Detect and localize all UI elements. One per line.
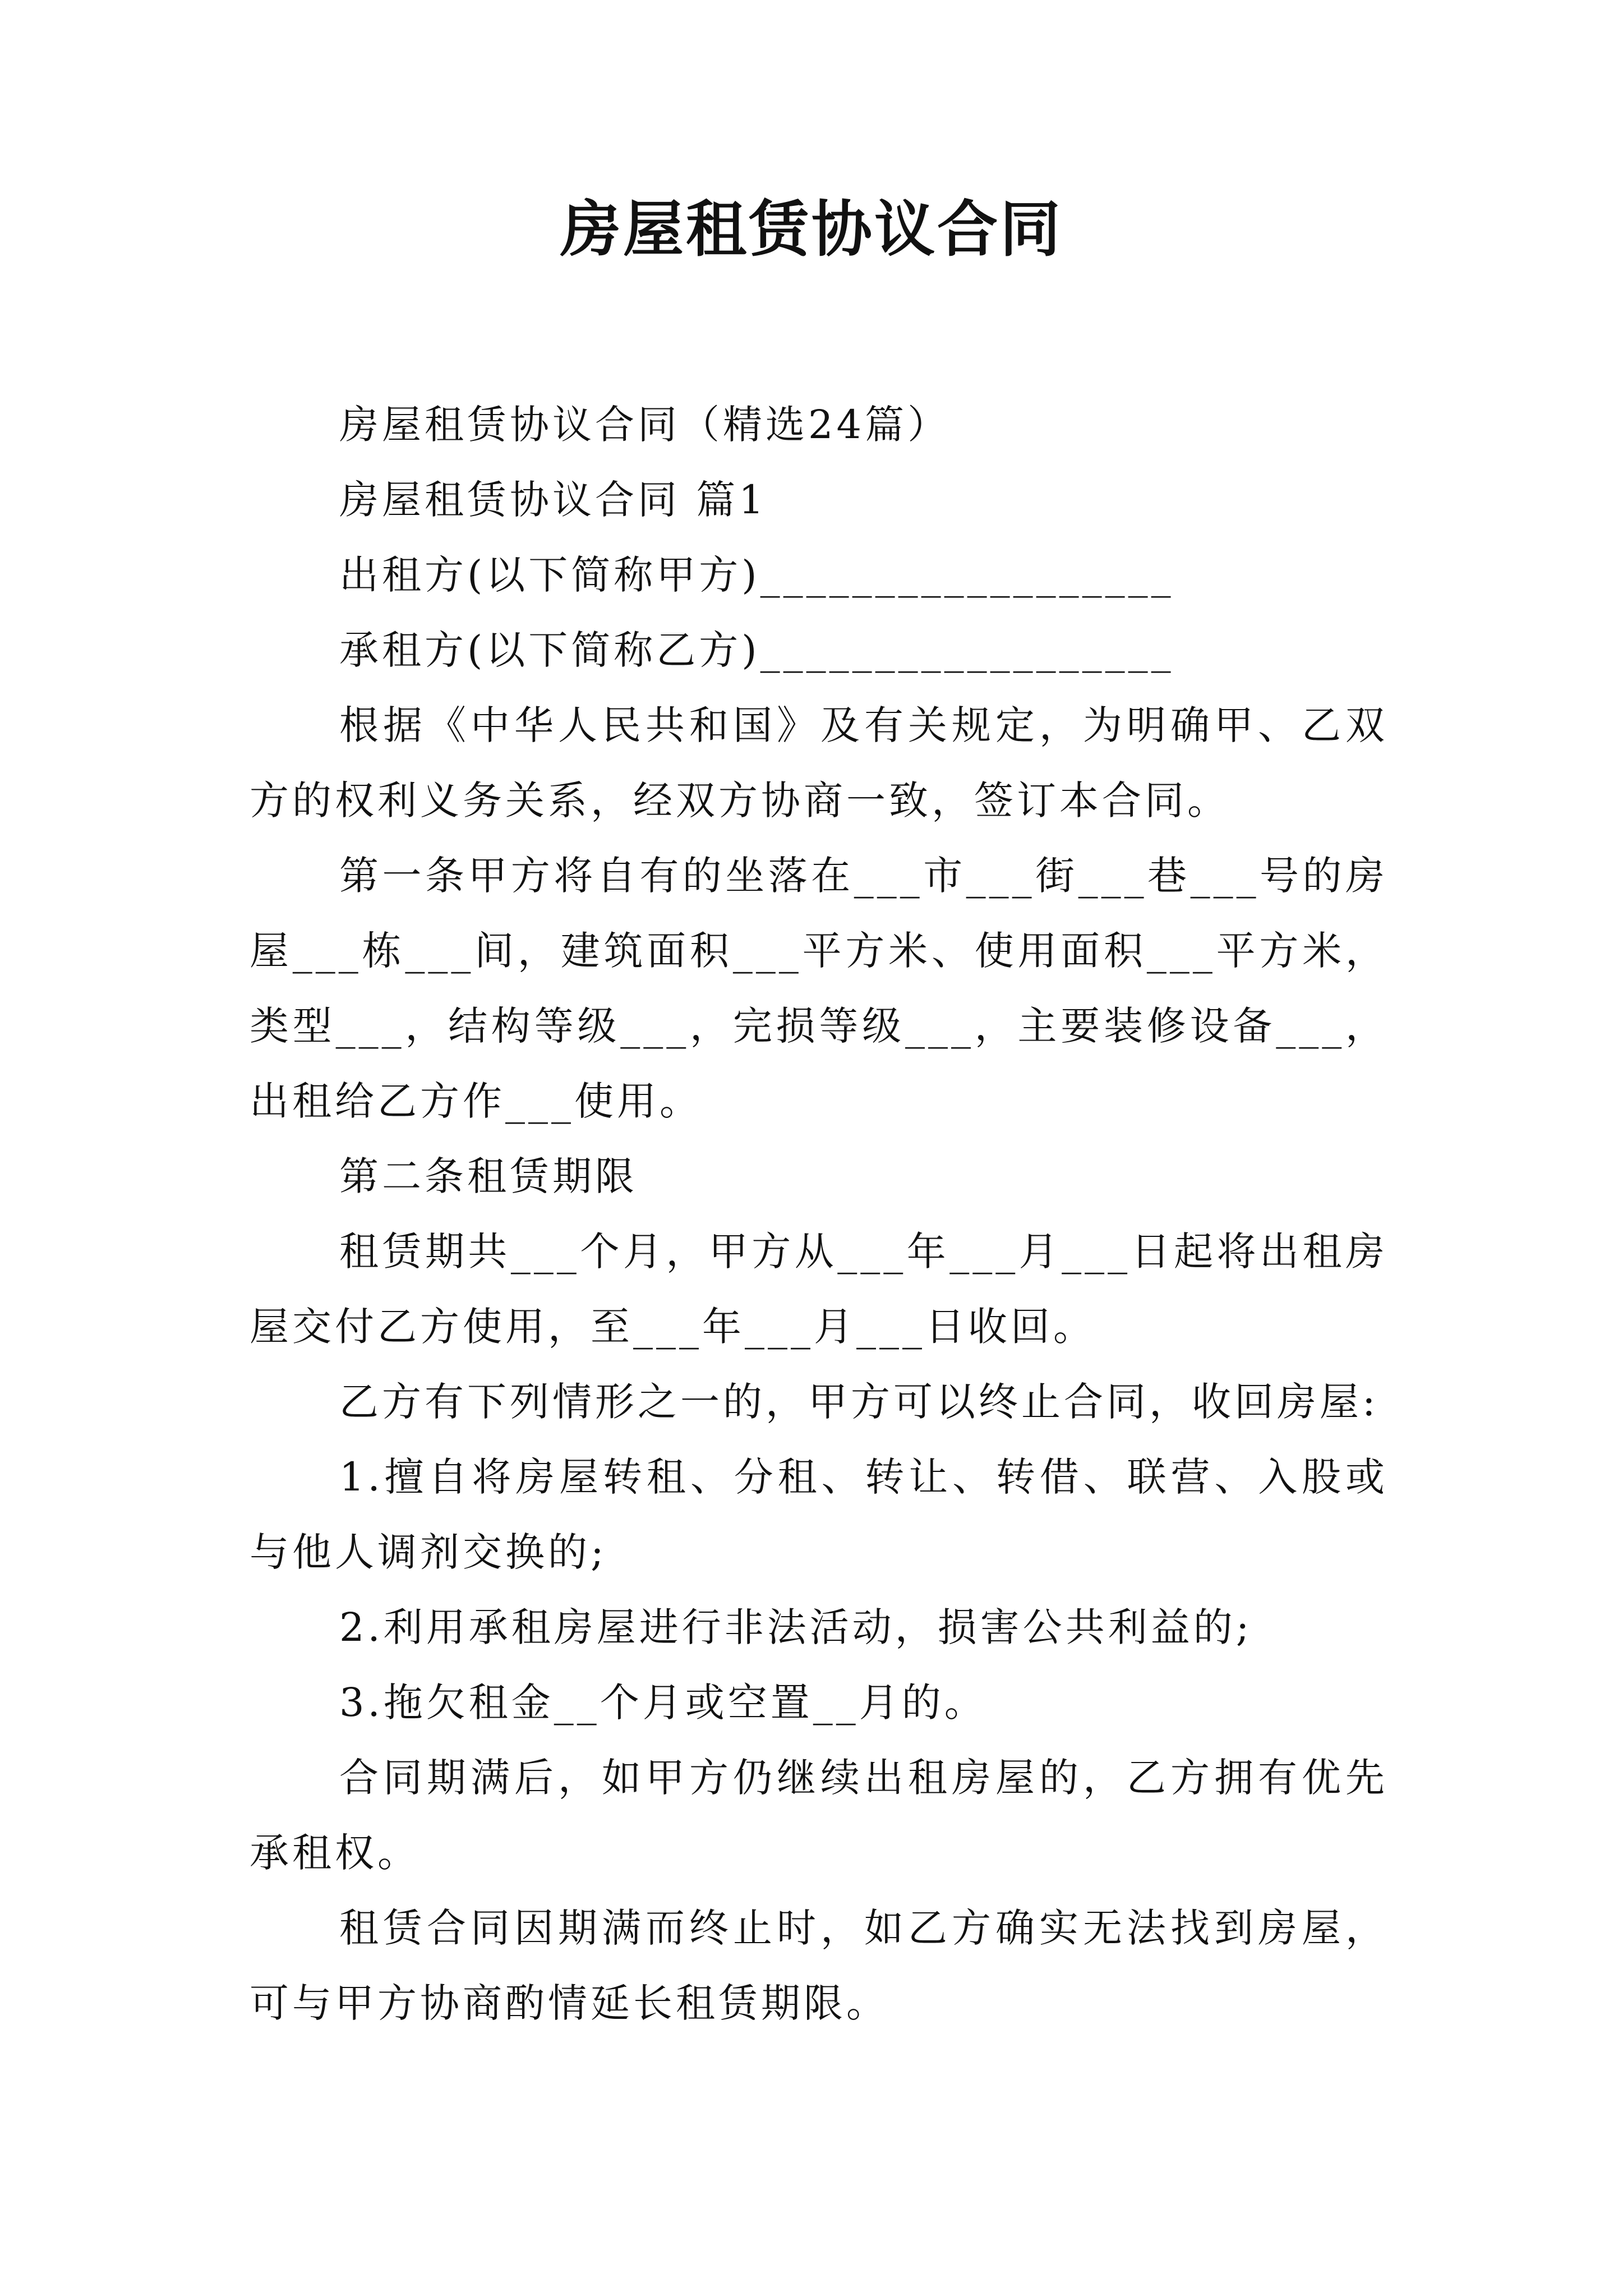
paragraph-preamble: 根据《中华人民共和国》及有关规定，为明确甲、乙双方的权利义务关系，经双方协商一致，签订本合同。: [250, 702, 1388, 823]
paragraph-article-2-heading: 第二条租赁期限: [339, 1153, 638, 1199]
paragraph-lease-term: 租赁期共___个月，甲方从___年___月___日起将出租房屋交付乙方使用，至___年___月___日收回。: [250, 1228, 1388, 1350]
paragraph-article-1: 第一条甲方将自有的坐落在___市___街___巷___号的房屋___栋___间，建筑面积___平方米、使用面积___平方米，类型___，结构等级___，完损等级___，主要装修设备___，出租给乙方作___使用。: [250, 853, 1388, 1124]
paragraph-termination-item-3: 3.拖欠租金__个月或空置__月的。: [339, 1680, 987, 1726]
paragraph-lease-extension: 租赁合同因期满而终止时，如乙方确实无法找到房屋，可与甲方协商酌情延长租赁期限。: [250, 1905, 1388, 2026]
document-title: 房屋租赁协议合同: [560, 194, 1063, 265]
paragraph-termination-intro: 乙方有下列情形之一的，甲方可以终止合同，收回房屋:: [339, 1379, 1379, 1425]
paragraph-section-heading: 房屋租赁协议合同 篇1: [339, 477, 767, 523]
paragraph-lessor: 出租方(以下简称甲方)__________________: [339, 552, 1174, 598]
document-body: [250, 387, 1388, 2041]
paragraph-termination-item-2: 2.利用承租房屋进行非法活动，损害公共利益的;: [339, 1604, 1253, 1650]
paragraph-lessee: 承租方(以下简称乙方)__________________: [339, 627, 1174, 673]
paragraph-subtitle: 房屋租赁协议合同（精选24篇）: [339, 402, 951, 448]
paragraph-renewal-priority: 合同期满后，如甲方仍继续出租房屋的，乙方拥有优先承租权。: [250, 1755, 1388, 1876]
paragraph-termination-item-1: 1.擅自将房屋转租、分租、转让、转借、联营、入股或与他人调剂交换的;: [250, 1454, 1388, 1575]
